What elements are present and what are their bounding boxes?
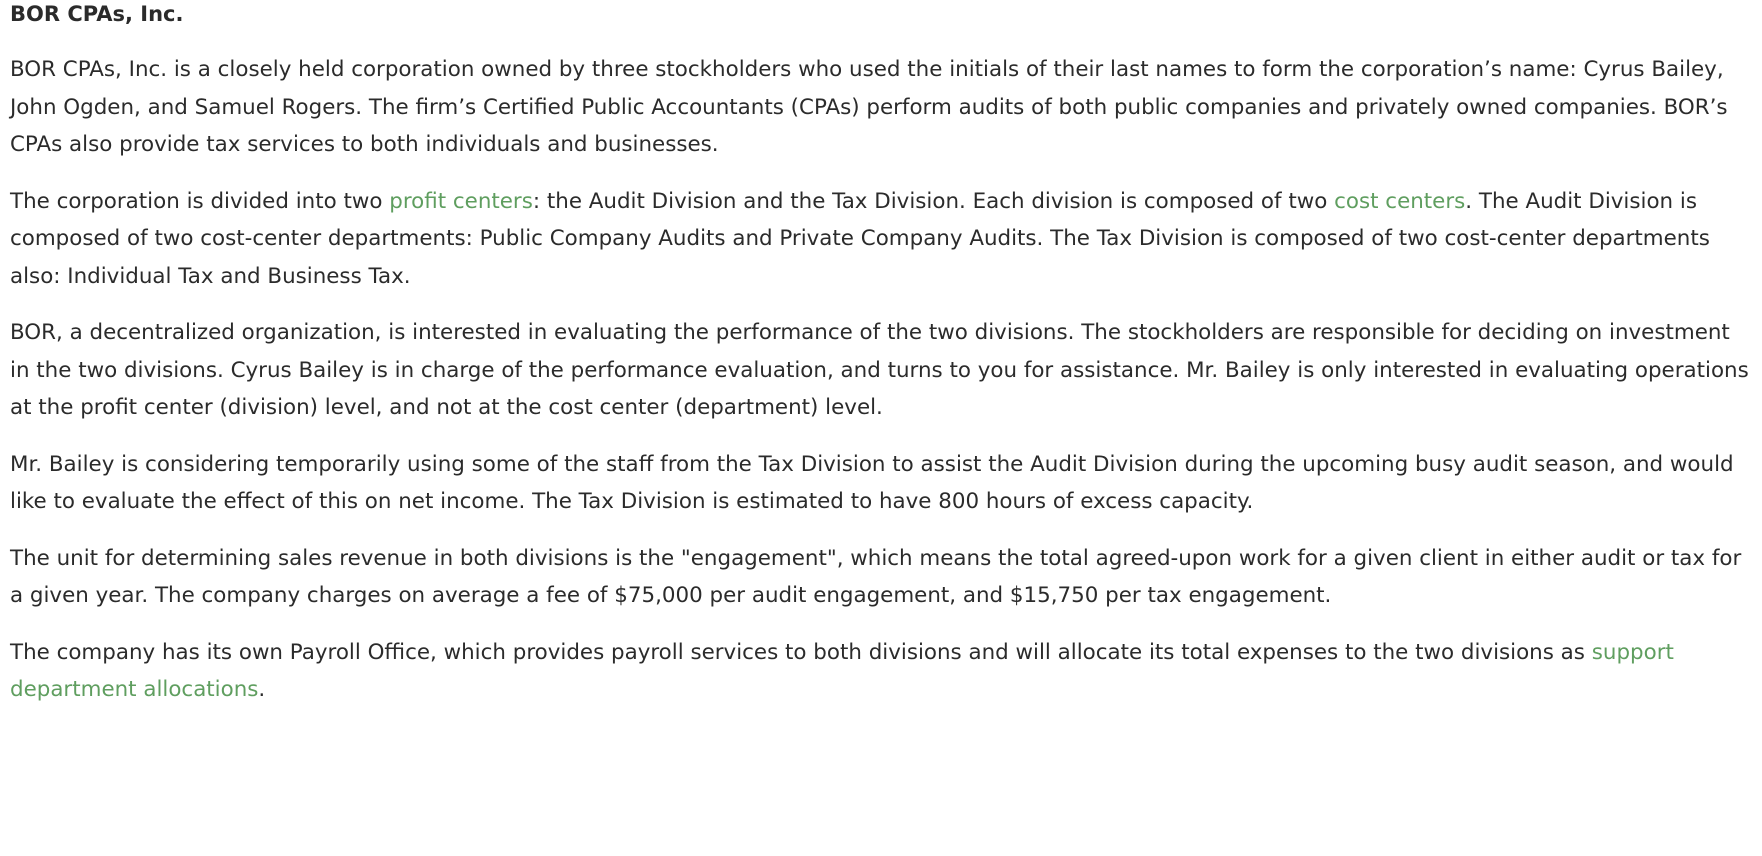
paragraph-engagement-fees: The unit for determining sales revenue in both divisions is the "engagement", which means the total agreed-upon work for a given client in either audit or tax for a given year. The company charges on average a fee of $75,000 per audit engagement, and $15,750 per tax engagement. [10,545,1742,608]
paragraph-company-overview: BOR CPAs, Inc. is a closely held corporation owned by three stockholders who used the initials of their last names to form the corporation’s name: Cyrus Bailey, John Ogden, and Samuel Rogers. The firm’s Certified Public Accountants (CPAs) perform audits of both public companies and privately owned companies. BOR’s CPAs also provide tax services to both individuals and businesses. [10,57,1728,157]
paragraph-text: . [258,677,266,702]
page-title: BOR CPAs, Inc. [10,2,184,26]
paragraph-divisions [10,183,1755,296]
paragraph-text: . The Audit Division is composed of two cost-center departments: Public Company Audits and Private Company Audits. The Tax Division is composed of two cost-center departments also: Individual Tax and Business Tax. [10,188,1710,289]
paragraph-text: : the Audit Division and the Tax Division. Each division is composed of two [532,188,1335,214]
paragraph-text: The company has its own Payroll Office, which provides payroll services to both divisions and will allocate its total expenses to the two divisions as [10,639,1592,665]
glossary-link-support-department-allocations[interactable]: support department allocations [10,639,1674,702]
paragraph-performance-evaluation: BOR, a decentralized organization, is interested in evaluating the performance of the two divisions. The stockholders are responsible for deciding on investment in the two divisions. Cyrus Bailey is in charge of the performance evaluation, and turns to you for assistance. Mr. Bailey is only interested in evaluating operations at the profit center (division) level, and not at the cost center (department) level. [10,320,1749,420]
glossary-link-profit-centers[interactable]: profit centers [389,188,533,214]
paragraph-payroll-office [10,634,1755,709]
paragraph-excess-capacity: Mr. Bailey is considering temporarily using some of the staff from the Tax Division to assist the Audit Division during the upcoming busy audit season, and would like to evaluate the effect of this on net income. The Tax Division is estimated to have 800 hours of excess capacity. [10,451,1734,514]
paragraph-text: The corporation is divided into two [10,188,390,214]
glossary-link-cost-centers[interactable]: cost centers [1334,188,1466,214]
